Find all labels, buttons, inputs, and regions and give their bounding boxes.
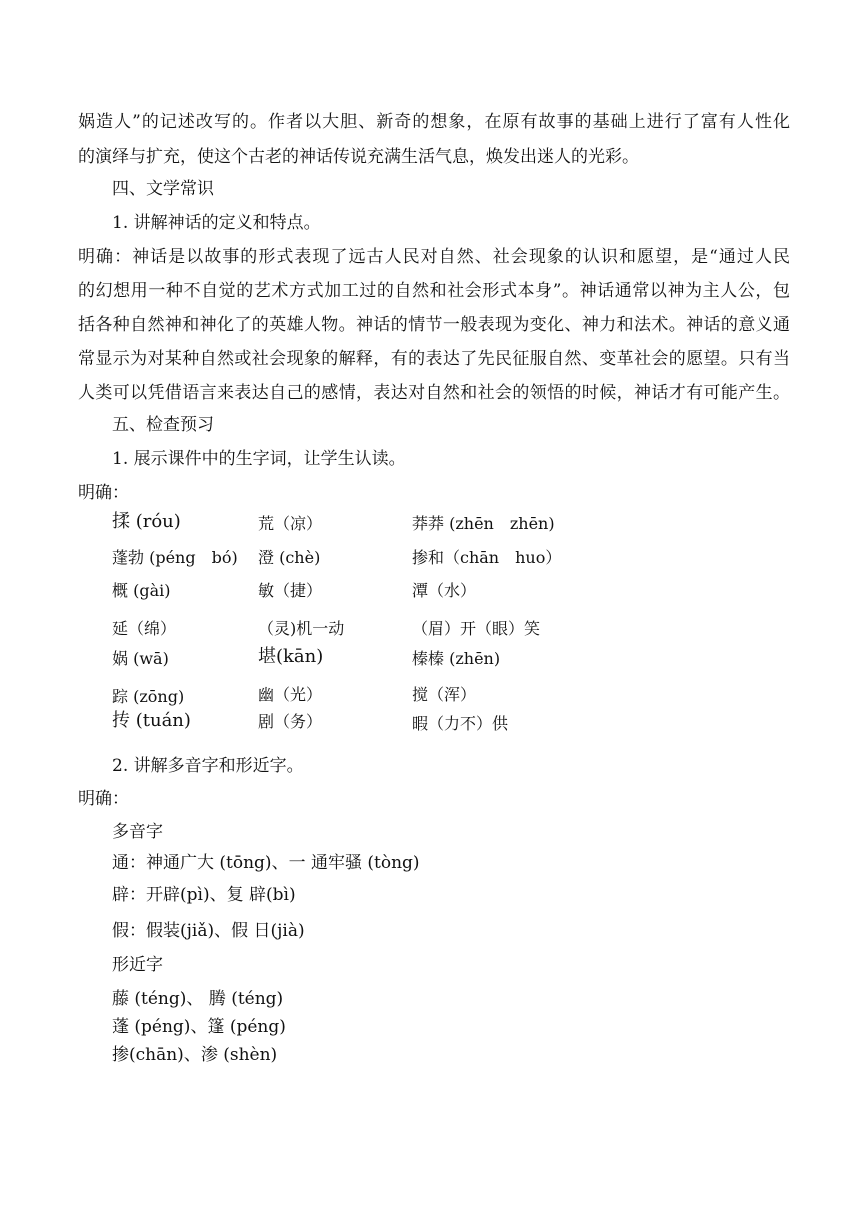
- section4-heading: 四、文学常识: [112, 179, 214, 199]
- vocab-row1-col2: 荒（凉）: [258, 514, 323, 533]
- vocab-row5-col1: 娲 (wā): [112, 649, 169, 668]
- polyphone-line-1: 通：神通广大 (tōng)、一 通牢骚 (tòng): [112, 853, 420, 873]
- vocab-row2-col2: 澄 (chè): [258, 548, 321, 567]
- vocab-row5-col2: 堪(kān): [258, 646, 324, 667]
- vocab-row1-col3: 莽莽 (zhēn zhēn): [412, 514, 555, 533]
- vocab-row2-col3: 掺和（chān huo）: [412, 548, 562, 567]
- vocab-row2-col1: 蓬勃 (péng bó): [112, 548, 238, 567]
- section4-answer-line-3: 括各种自然神和神化了的英雄人物。神话的情节一般表现为变化、神力和法术。神话的意义通: [78, 315, 790, 335]
- section4-answer-line-4: 常显示为对某种自然或社会现象的解释，有的表达了先民征服自然、变革社会的愿望。只有当: [78, 349, 790, 369]
- section4-answer-line-5: 人类可以凭借语言来表达自己的感情，表达对自然和社会的领悟的时候，神话才有可能产生。: [78, 383, 790, 403]
- section5-answer-label-2: 明确：: [78, 789, 129, 809]
- section4-answer-line-1: 明确：神话是以故事的形式表现了远古人民对自然、社会现象的认识和愿望，是“通过人民: [78, 247, 790, 267]
- vocab-row4-col3: （眉）开（眼）笑: [412, 619, 541, 638]
- similar-line-3: 掺(chān)、渗 (shèn): [112, 1045, 278, 1065]
- polyphone-line-2: 辟：开辟(pì)、复 辟(bì): [112, 885, 296, 905]
- intro-line-2: 的演绎与扩充，使这个古老的神话传说充满生活气息，焕发出迷人的光彩。: [78, 147, 639, 167]
- similar-line-2: 蓬 (péng)、篷 (péng): [112, 1017, 286, 1037]
- section5-heading: 五、检查预习: [112, 415, 214, 435]
- similar-line-1: 藤 (téng)、 腾 (téng): [112, 989, 284, 1009]
- polyphone-line-3: 假：假装(jiǎ)、假 日(jià): [112, 921, 305, 941]
- polyphone-title: 多音字: [112, 822, 163, 842]
- vocab-row6-col3: 搅（浑）: [412, 685, 477, 704]
- vocab-row7-col3: 暇（力不）供: [412, 714, 509, 733]
- section5-item2: 2. 讲解多音字和形近字。: [112, 756, 304, 776]
- section5-answer-label: 明确：: [78, 483, 129, 503]
- vocab-row1-col1: 揉 (róu): [112, 511, 181, 532]
- vocab-row7-col1: 抟 (tuán): [112, 710, 191, 731]
- vocab-row3-col1: 概 (gài): [112, 581, 171, 600]
- vocab-row3-col2: 敏（捷）: [258, 581, 323, 600]
- section4-answer-line-2: 的幻想用一种不自觉的艺术方式加工过的自然和社会形式本身”。神话通常以神为主人公，包: [78, 281, 790, 301]
- vocab-row3-col3: 潭（水）: [412, 581, 477, 600]
- vocab-row4-col2: （灵)机一动: [258, 619, 345, 638]
- similar-title: 形近字: [112, 955, 163, 975]
- vocab-row7-col2: 剧（务）: [258, 712, 323, 731]
- intro-line-1: 娲造人”的记述改写的。作者以大胆、新奇的想象，在原有故事的基础上进行了富有人性化: [78, 112, 790, 132]
- vocab-row4-col1: 延（绵）: [112, 619, 177, 638]
- vocab-row6-col1: 踪 (zōng): [112, 687, 185, 706]
- section4-item1: 1. 讲解神话的定义和特点。: [112, 213, 321, 233]
- vocab-row6-col2: 幽（光）: [258, 685, 323, 704]
- section5-item1: 1. 展示课件中的生字词，让学生认读。: [112, 449, 406, 469]
- vocab-row5-col3: 榛榛 (zhēn): [412, 649, 501, 668]
